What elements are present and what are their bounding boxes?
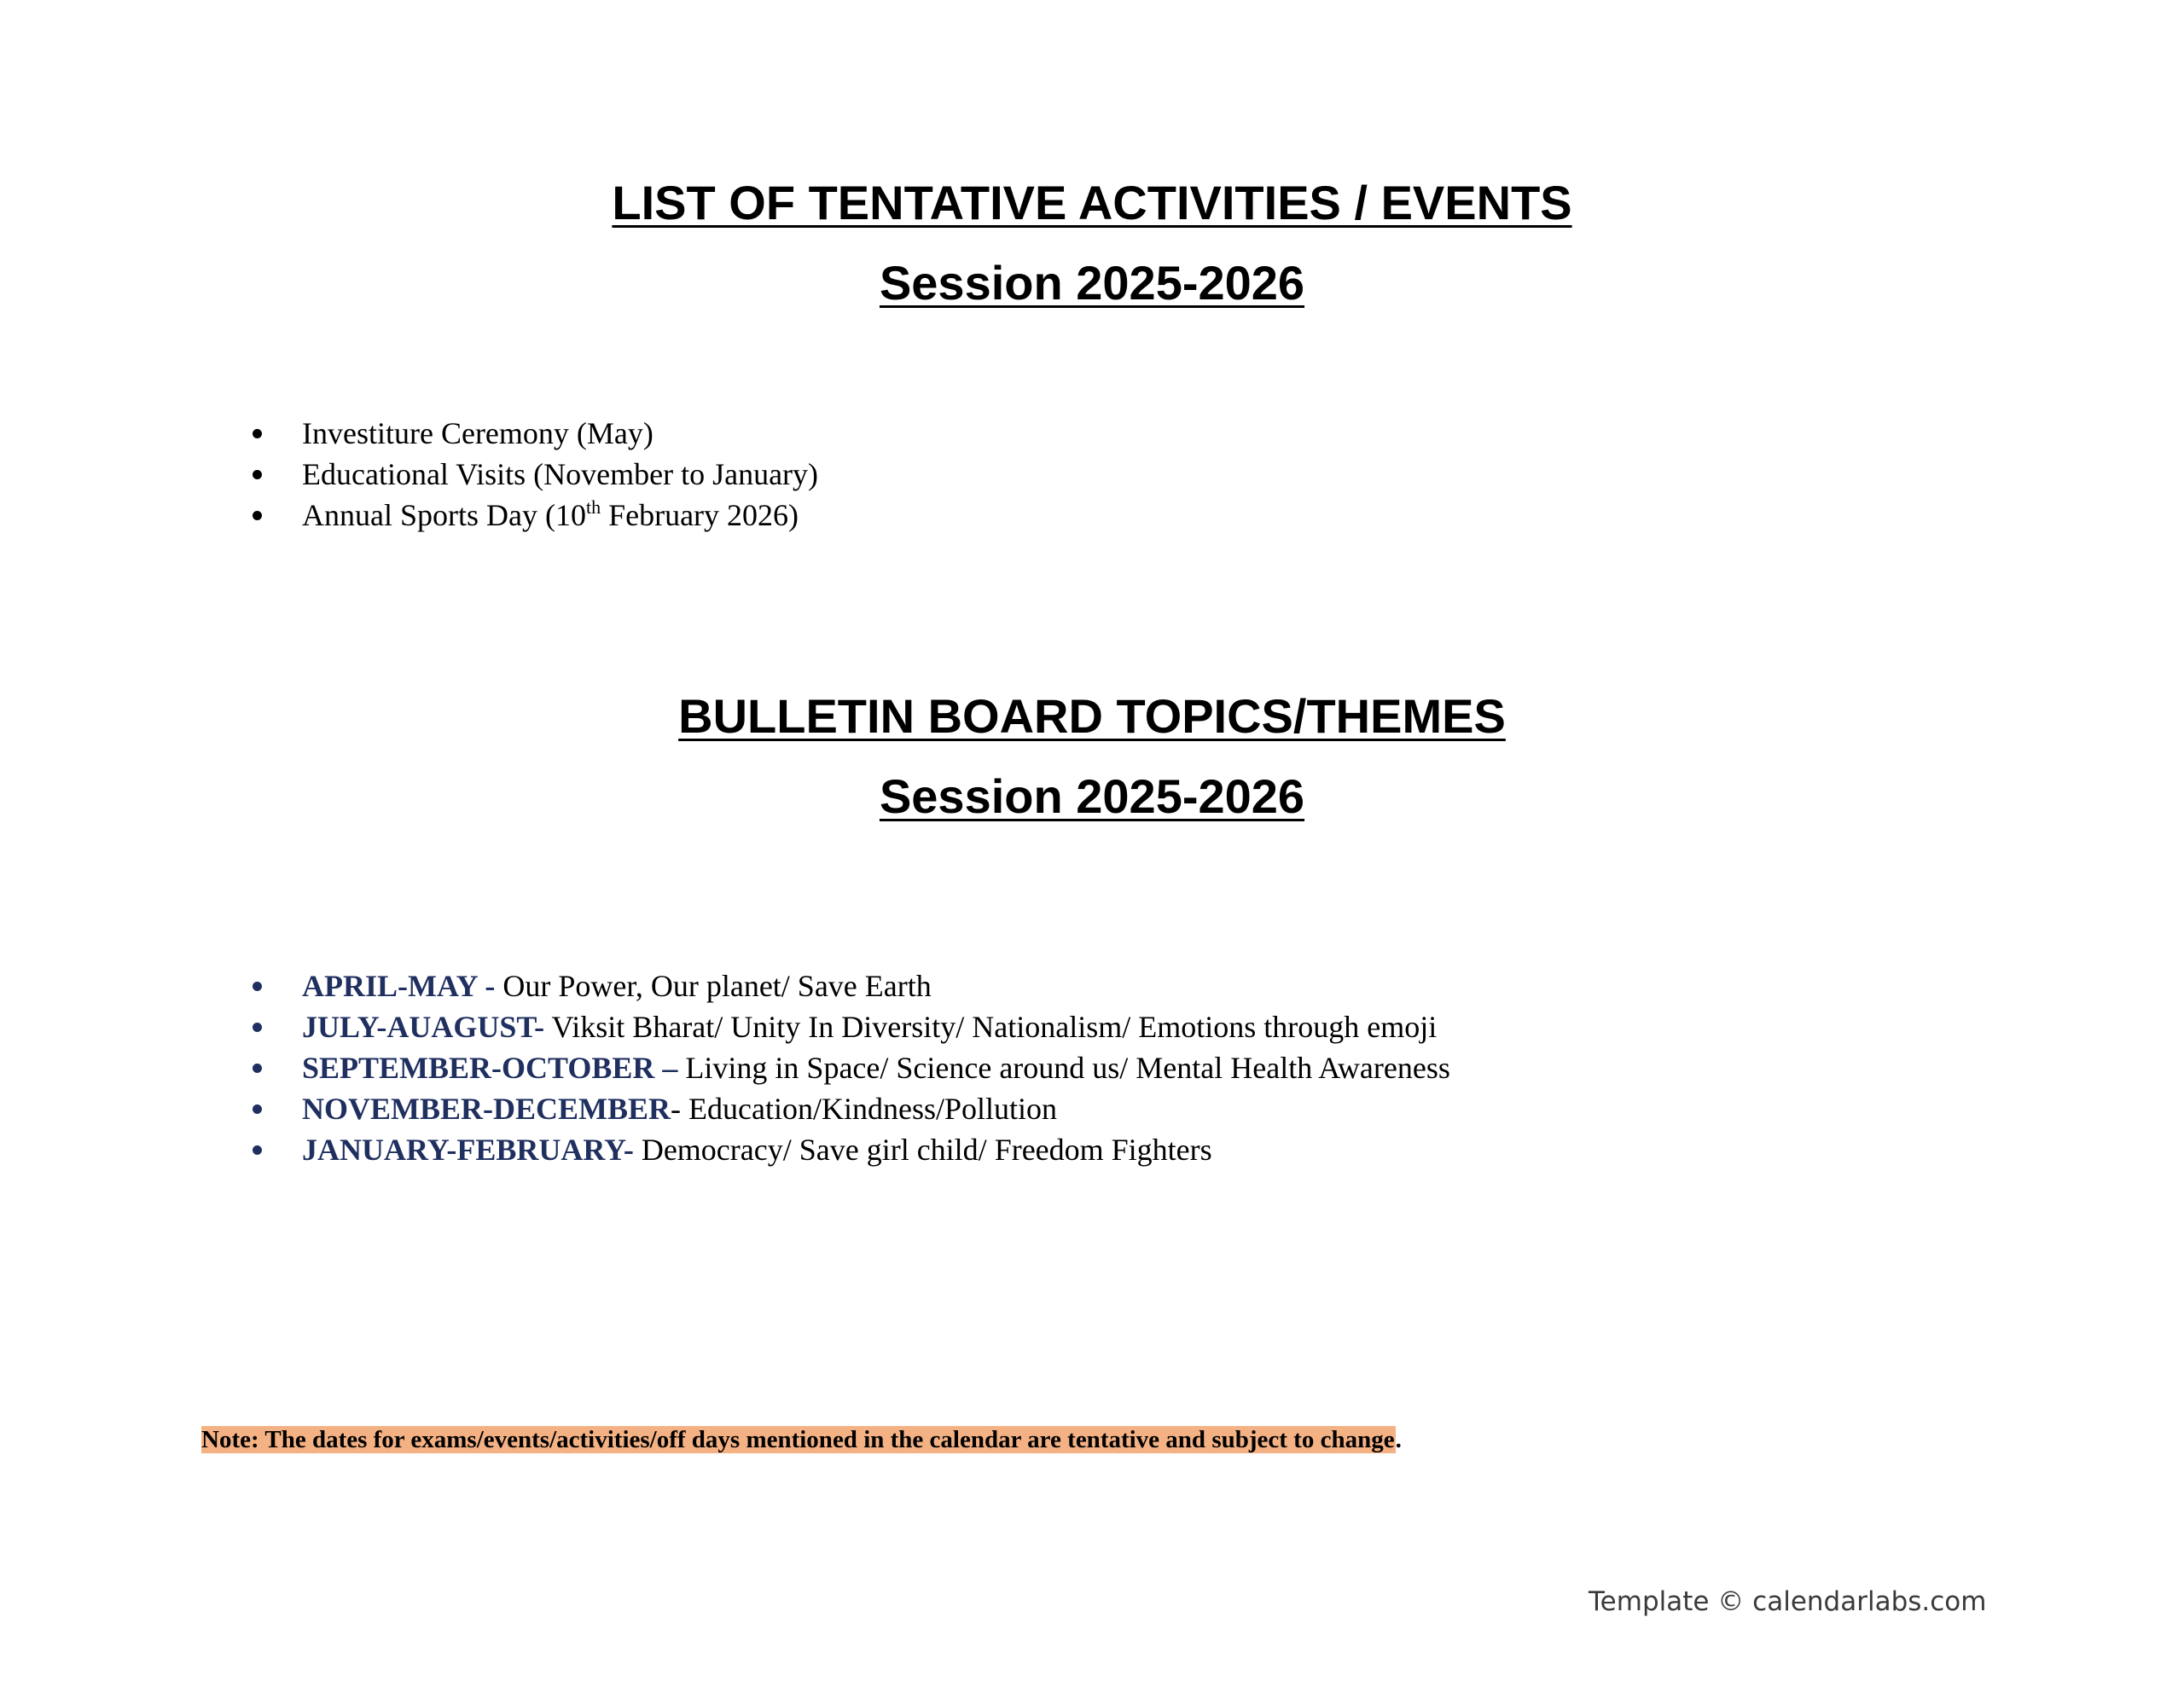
bullet-icon xyxy=(253,1104,262,1114)
activities-title: LIST OF TENTATIVE ACTIVITIES / EVENTS xyxy=(612,176,1572,229)
bulletin-session: Session 2025-2026 xyxy=(879,769,1305,823)
bullet-icon xyxy=(253,1023,262,1032)
bullet-icon xyxy=(253,429,262,438)
bullet-icon xyxy=(253,1064,262,1073)
bullet-icon xyxy=(253,1145,262,1155)
bullet-icon xyxy=(253,470,262,479)
bulletin-title: BULLETIN BOARD TOPICS/THEMES xyxy=(678,689,1506,743)
disclaimer-note xyxy=(201,1421,1402,1458)
template-credit: Template © calendarlabs.com xyxy=(1589,1586,1987,1617)
note-end: . xyxy=(1395,1426,1402,1453)
note-highlight: Note: The dates for exams/events/activities/off days mentioned in the calendar are tentative and subject to change xyxy=(201,1426,1395,1453)
activities-session: Session 2025-2026 xyxy=(879,256,1305,310)
bullet-icon xyxy=(253,511,262,520)
bullet-icon xyxy=(253,982,262,991)
